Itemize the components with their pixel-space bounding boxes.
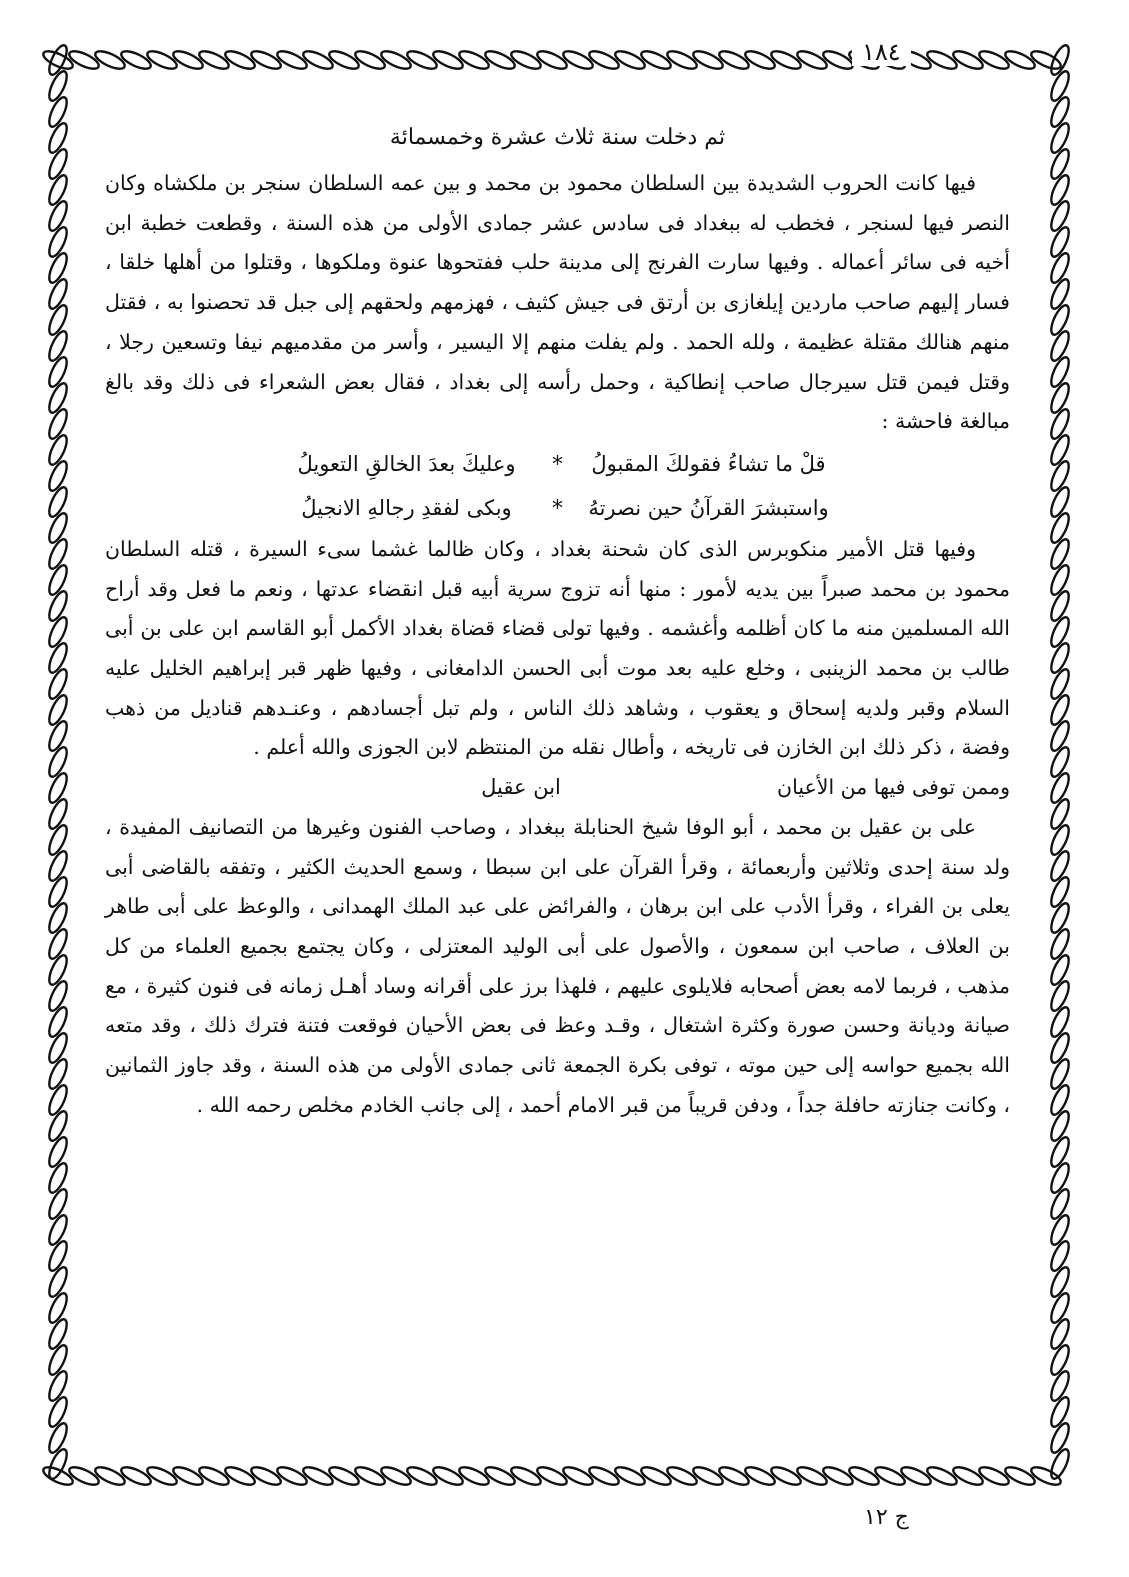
- obituary-lead: وممن توفى فيها من الأعيان: [777, 775, 1010, 800]
- verse-separator: *: [552, 451, 563, 476]
- verse-hemistich-right: قلْ ما تشاءُ فقولكَ المقبولُ: [591, 451, 826, 476]
- obituary-title: ابن عقيل: [481, 775, 561, 800]
- verse-line: [105, 442, 1010, 486]
- obituary-header: [105, 768, 1010, 808]
- verse-line: [105, 486, 1010, 530]
- page-number: ١٨٤: [852, 38, 911, 66]
- verse-hemistich-right: واستبشرَ القرآنُ حين نصرتهُ: [588, 495, 829, 520]
- verse-separator: *: [552, 495, 563, 520]
- verse-hemistich-left: وعليكَ بعدَ الخالقِ التعويلُ: [297, 451, 516, 476]
- paragraph: وفيها قتل الأمير منكوبرس الذى كان شحنة بغداد ، وكان ظالما غشما سىء السيرة ، قتله السلطان محمود بن محمد صبراً بين يديه لأمور : منها أنه تزوج سرية أبيه قبل انقضاء عدتها ، ونعم ما فعل وقد أراح الله المسلمين منه ما كان أظلمه وأغشمه . وفيها تولى قضاء قضاة بغداد الأكمل أبو القاسم ابن على بن أبى طالب بن محمد الزينبى ، وخلع عليه بعد موت أبى الحسن الدامغانى ، وفيها ظهر قبر إبراهيم الخليل عليه السلام وقبر ولديه إسحاق و يعقوب ، وشاهد ذلك الناس ، ولم تبل أجسادهم ، وعنـدهم قناديل من ذهب وفضة ، ذكر ذلك ابن الخازن فى تاريخه ، وأطال نقله من المنتظم لابن الجوزى والله أعلم .: [105, 536, 1010, 760]
- paragraph: فيها كانت الحروب الشديدة بين السلطان محمود بن محمد و بين عمه السلطان سنجر بن ملكشاه وكان النصر فيها لسنجر ، فخطب له ببغداد فى سادس عشر جمادى الأولى من هذه السنة ، وقطعت خطبة ابن أخيه فى سائر أعماله . وفيها سارت الفرنج إلى مدينة حلب ففتحوها عنوة وملكوها ، وقتلوا من أهلها خلقا ، فسار إليهم صاحب ماردين إيلغازى بن أرتق فى جيش كثيف ، فهزمهم ولحقهم إلى جبل قد تحصنوا به ، فقتل منهم هنالك مقتلة عظيمة ، ولله الحمد . ولم يفلت منهم إلا اليسير ، وأسر من مقدميهم نيفا وتسعين رجلا ، وقتل فيمن قتل سيرجال صاحب إنطاكية ، وحمل رأسه إلى بغداد ، فقال بعض الشعراء فى ذلك وقد بالغ مبالغة فاحشة :: [105, 171, 1010, 434]
- section-heading: ثم دخلت سنة ثلاث عشرة وخمسمائة: [389, 125, 726, 150]
- volume-signature: ج ١٢: [864, 1505, 909, 1530]
- paragraph: على بن عقيل بن محمد ، أبو الوفا شيخ الحنابلة ببغداد ، وصاحب الفنون وغيرها من التصانيف المفيدة ، ولد سنة إحدى وثلاثين وأربعمائة ، وقرأ القرآن على ابن سبطا ، وسمع الحديث الكثير ، وتفقه بالقاضى أبى يعلى بن الفراء ، وقرأ الأدب على ابن برهان ، والفرائض على عبد الملك الهمدانى ، والوعظ على أبى طاهر بن العلاف ، صاحب ابن سمعون ، والأصول على أبى الوليد المعتزلى ، وكان يجتمع بجميع العلماء من كل مذهب ، فربما لامه بعض أصحابه فلايلوى عليهم ، فلهذا برز على أقرانه وساد أهـل زمانه فى فنون كثيرة ، مع صيانة وديانة وحسن صورة وكثرة اشتغال ، وقـد وعظ فى بعض الأحيان فوقعت فتنة فترك ذلك ، وقد متعه الله بجميع حواسه إلى حين موته ، توفى بكرة الجمعة ثانى جمادى الأولى من هذه السنة ، وقد جاوز الثمانين ، وكانت جنازته حافلة جداً ، ودفن قريباً من قبر الامام أحمد ، إلى جانب الخادم مخلص رحمه الله .: [105, 814, 1010, 1117]
- verse-hemistich-left: وبكى لفقدِ رجالهِ الانجيلُ: [301, 495, 512, 520]
- page-body: [105, 118, 1010, 1418]
